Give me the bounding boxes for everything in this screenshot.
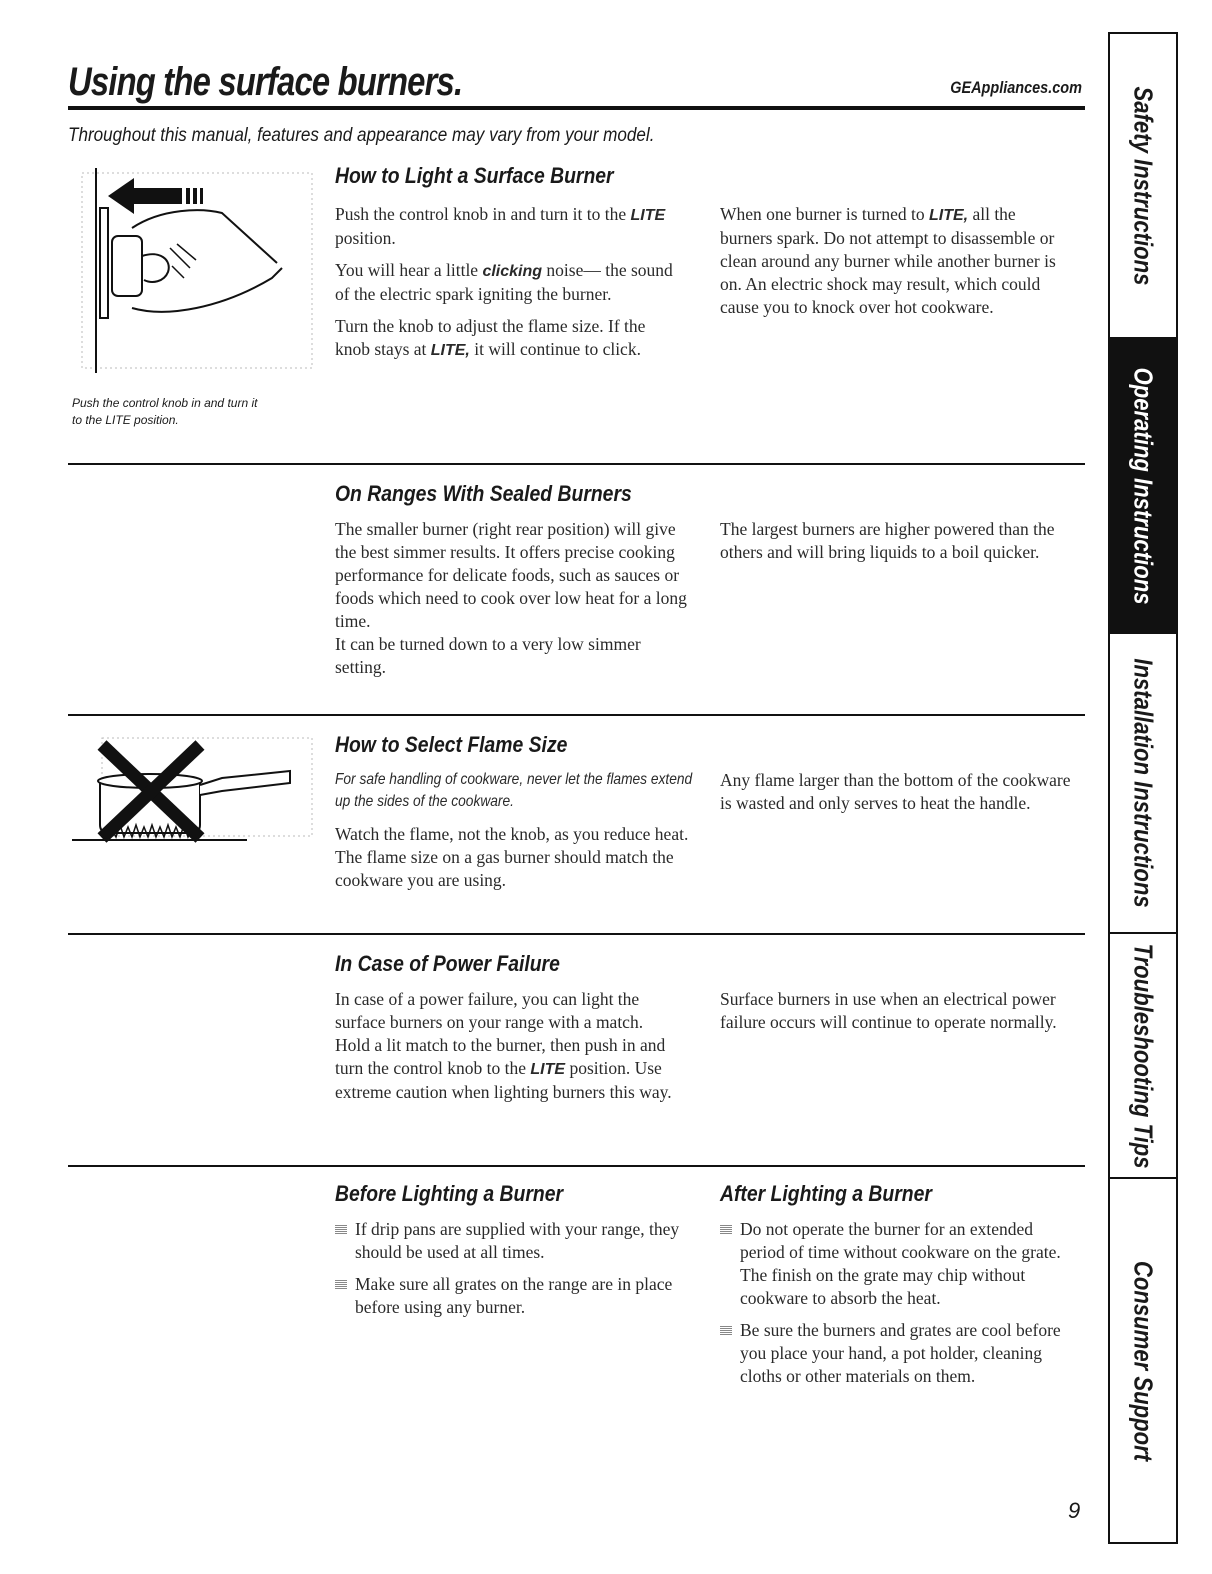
- section-divider: [68, 1165, 1085, 1167]
- section-divider: [68, 714, 1085, 716]
- light-right-text: When one burner is turned to LITE, all the burners spark. Do not attempt to disassemble or clean around any burner while another burner is on. An electric shock may result, which could cause you to knock over hot cookware.: [720, 204, 1056, 317]
- tab-installation-instructions[interactable]: Installation Instructions: [1110, 634, 1176, 934]
- flame-left-text: For safe handling of cookware, never let the flames extend up the sides of the cookware. Watch the flame, not the knob, as you reduce heat. The flame size on a gas burner should match the cookware you are using.: [335, 771, 693, 890]
- power-left-text: In case of a power failure, you can light the surface burners on your range with a match. Hold a lit match to the burner, then push in and turn the control knob to the LITE position. Use extreme caution when lighting burners this way.: [335, 989, 672, 1102]
- page-number: 9: [1068, 1498, 1081, 1523]
- after-list: [720, 1218, 1082, 1397]
- flame-warning-illustration: [72, 733, 317, 848]
- tab-safety-instructions[interactable]: Safety Instructions: [1110, 34, 1176, 339]
- heading-light-burner: How to Light a Surface Burner: [335, 163, 614, 188]
- section-divider: [68, 933, 1085, 935]
- list-item: Make sure all grates on the range are in place before using any burner.: [335, 1273, 700, 1319]
- sealed-right-text: The largest burners are higher powered than the others and will bring liquids to a boil quicker.: [720, 519, 1055, 562]
- heading-after-lighting: After Lighting a Burner: [720, 1181, 932, 1206]
- tab-operating-instructions[interactable]: Operating Instructions: [1110, 339, 1176, 634]
- section-divider: [68, 463, 1085, 465]
- title-divider: [68, 106, 1085, 110]
- list-item: If drip pans are supplied with your range, they should be used at all times.: [335, 1218, 700, 1264]
- heading-sealed-burners: On Ranges With Sealed Burners: [335, 481, 632, 506]
- tab-consumer-support[interactable]: Consumer Support: [1128, 1260, 1159, 1461]
- tab-troubleshooting-tips[interactable]: Troubleshooting Tips: [1110, 934, 1176, 1179]
- heading-flame-size: How to Select Flame Size: [335, 732, 568, 757]
- list-item: Do not operate the burner for an extended period of time without cookware on the grate. The finish on the grate may chip without cookware to absorb the heat.: [720, 1218, 1082, 1310]
- heading-before-lighting: Before Lighting a Burner: [335, 1181, 564, 1206]
- intro-note: Throughout this manual, features and appearance may vary from your model.: [68, 125, 655, 146]
- heading-power-failure: In Case of Power Failure: [335, 951, 560, 976]
- section-tabs: [1108, 32, 1178, 1544]
- page-title: Using the surface burners.: [68, 60, 463, 104]
- light-left-text: Push the control knob in and turn it to the LITE position. You will hear a little clicking noise— the sound of the electric spark igniting the burner. Turn the knob to adjust the flame size. If the knob stays at LITE, it will continue to click.: [335, 204, 673, 359]
- site-url[interactable]: GEAppliances.com: [950, 78, 1082, 97]
- flame-right-text: Any flame larger than the bottom of the cookware is wasted and only serves to heat the handle.: [720, 770, 1071, 813]
- before-list: [335, 1218, 700, 1328]
- knob-illustration: [72, 168, 317, 378]
- power-right-text: Surface burners in use when an electrical power failure occurs will continue to operate normally.: [720, 989, 1057, 1032]
- sealed-left-text: The smaller burner (right rear position) will give the best simmer results. It offers precise cooking performance for delicate foods, such as sauces or foods which need to cook over low heat for a long time. It can be turned down to a very low simmer setting.: [335, 519, 687, 677]
- list-item: Be sure the burners and grates are cool before you place your hand, a pot holder, cleaning cloths or other materials on them.: [720, 1319, 1082, 1388]
- knob-caption: Push the control knob in and turn it to the LITE position.: [72, 396, 258, 427]
